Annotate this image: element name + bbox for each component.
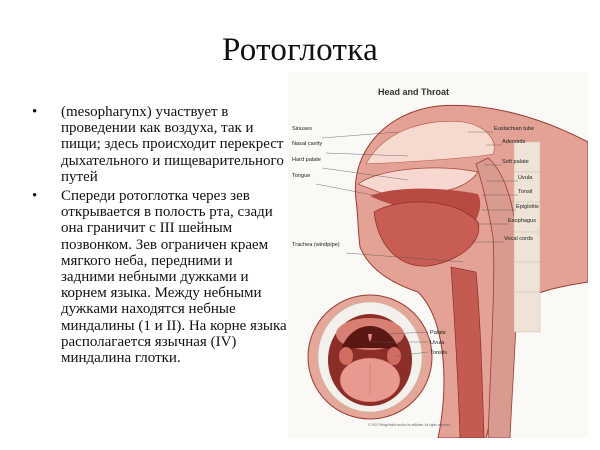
label-vocal-cords: Vocal cords: [504, 236, 533, 242]
head-and-throat-illustration: [288, 72, 588, 438]
copyright-notice: © 2007 RelayHealth and/or its affiliates. All rights reserved.: [368, 423, 452, 427]
label-tonsil: Tonsil: [518, 189, 533, 195]
figure-title: Head and Throat: [378, 87, 450, 97]
label-esophagus: Esophagus: [508, 218, 536, 224]
anatomy-figure-svg: [288, 72, 588, 438]
bullet-item: • Спереди ротоглотка через зев открывается в полость рта, сзади она граничит с III шейным позвонком. Зев ограничен краем мягкого неба, передними и задними небными дужками и корнем языка. Между небными дужками находятся небные миндалины (1 и II). На корне языка располагается язычная (IV) миндалина глотки.: [28, 188, 290, 366]
label-uvula: Uvula: [518, 175, 533, 181]
label-mouth-uvula: Uvula: [430, 340, 445, 346]
bullet-list: [28, 104, 290, 369]
label-trachea: Trachea (windpipe): [292, 242, 340, 248]
label-palate: Palate: [430, 330, 446, 336]
label-tongue: Tongue: [292, 173, 311, 179]
bullet-item: • (mesopharynx) участвует в проведении как воздуха, так и пищи; здесь происходит перекрест дыхательного и пищеварительного путей: [28, 104, 290, 185]
label-soft-palate: Soft palate: [502, 159, 529, 165]
label-adenoids: Adenoids: [502, 139, 526, 145]
label-tonsils: Tonsils: [430, 350, 448, 356]
label-sinuses: Sinuses: [292, 126, 312, 132]
open-mouth-drawing: [308, 295, 432, 419]
slide-title: Ротоглотка: [221, 32, 379, 68]
label-epiglottis: Epiglottis: [516, 204, 539, 210]
label-eustachian-tube: Eustachian tube: [494, 126, 535, 132]
label-nasal-cavity: Nasal cavity: [292, 141, 323, 147]
label-hard-palate: Hard palate: [292, 157, 321, 163]
